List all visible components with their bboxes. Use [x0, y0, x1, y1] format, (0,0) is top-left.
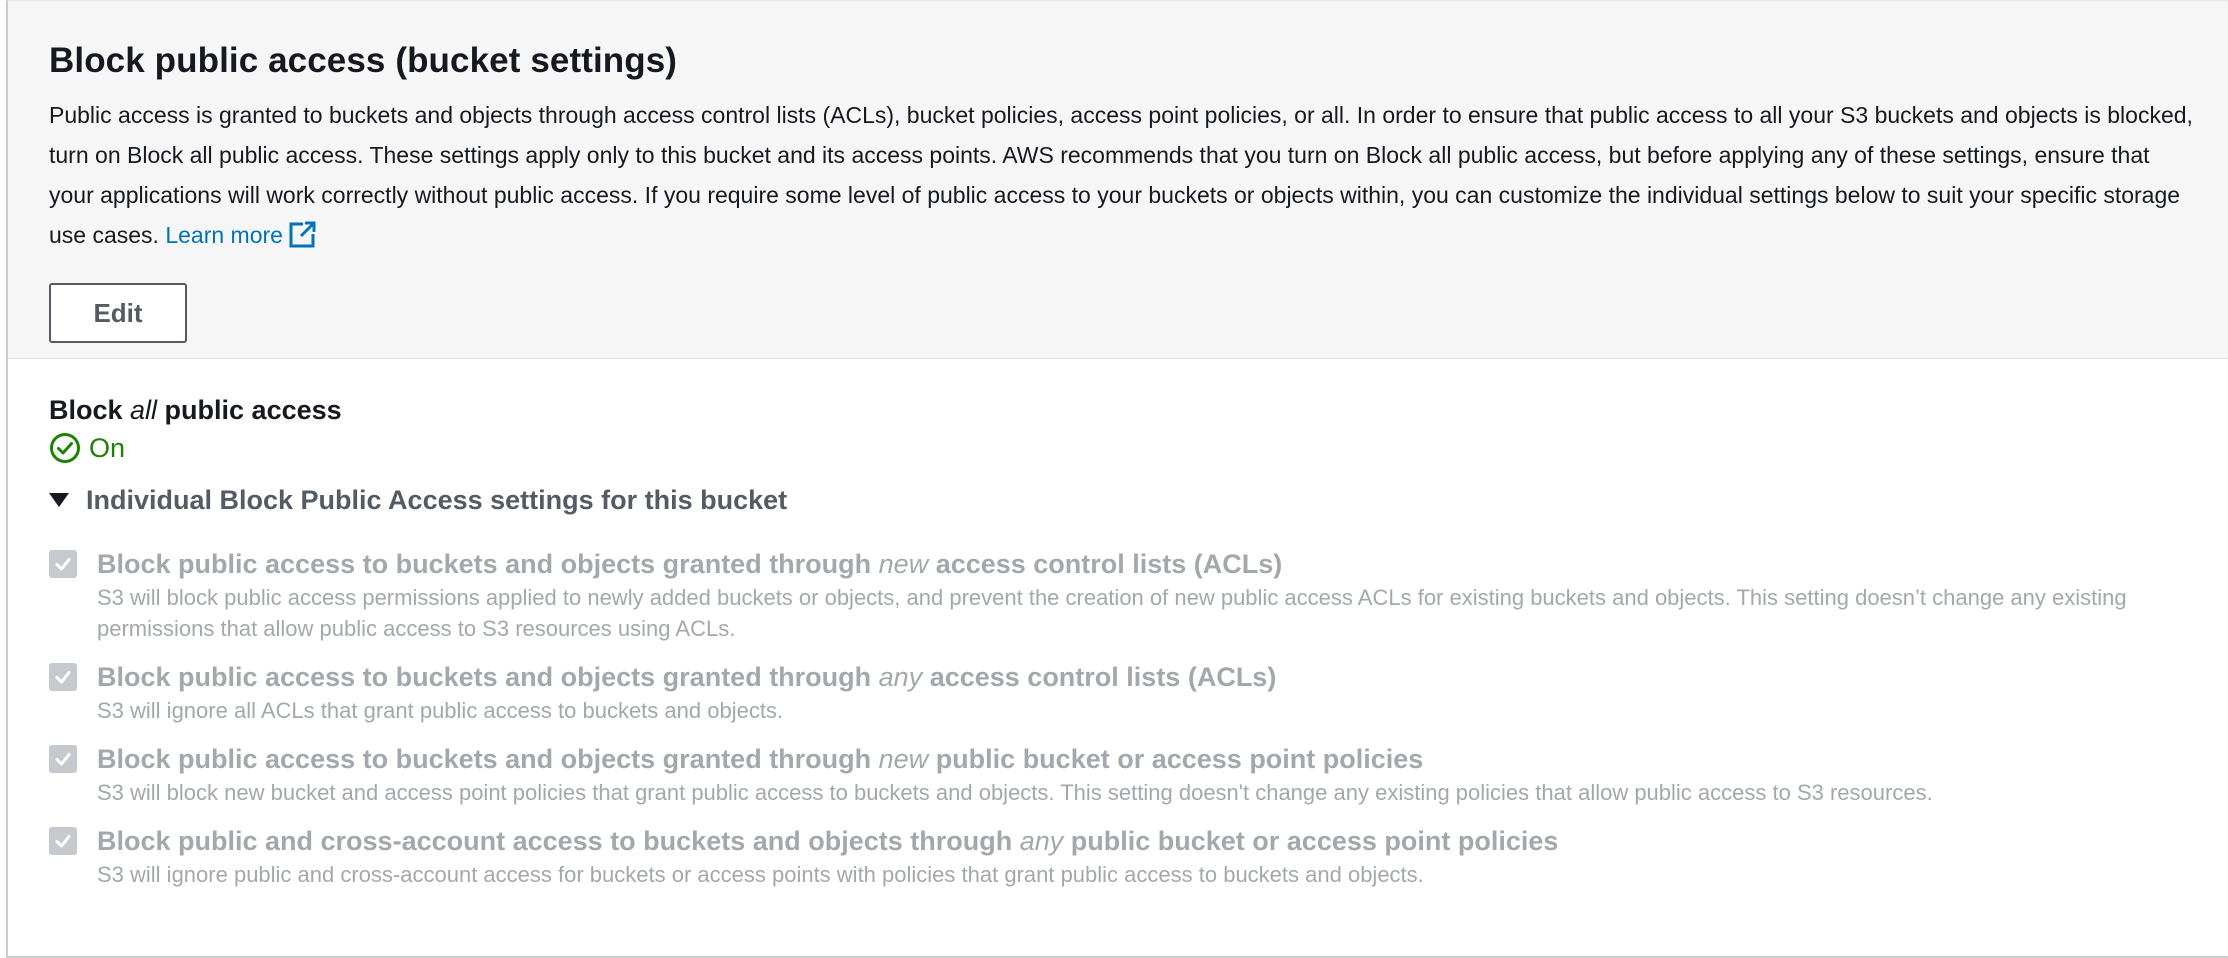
setting-text — [97, 742, 2177, 808]
panel-description — [49, 95, 2199, 255]
setting-text — [97, 824, 2177, 890]
setting-title-pre: Block public access to buckets and objects granted through — [97, 549, 879, 579]
setting-title-em: new — [878, 744, 929, 774]
setting-description: S3 will block public access permissions applied to newly added buckets or objects, and prevent the creation of new public access ACLs for existing buckets and objects. This setting doesn’t change any existing permissions that allow public access to S3 resources using ACLs. — [97, 585, 2127, 641]
block-all-label-post: public access — [157, 395, 342, 425]
check-icon — [53, 831, 73, 851]
setting-title — [97, 742, 2177, 776]
check-circle-icon — [49, 432, 81, 464]
setting-title-post: access control lists (ACLs) — [928, 549, 1283, 579]
setting-title — [97, 824, 2177, 858]
setting-description: S3 will ignore all ACLs that grant public access to buckets and objects. — [97, 698, 784, 723]
setting-description: S3 will ignore public and cross-account access for buckets or access points with policies that grant public access to buckets and objects. — [97, 862, 1424, 887]
individual-settings-expander[interactable] — [49, 483, 2228, 517]
check-icon — [53, 667, 73, 687]
setting-checkbox[interactable] — [49, 827, 77, 855]
setting-item — [49, 660, 2228, 726]
setting-title — [97, 547, 2177, 581]
description-text: Public access is granted to buckets and objects through access control lists (ACLs), bucket policies, access point policies, or all. In order to ensure that public access to all your S3 buckets and objects is blocked, turn on Block all public access. These settings apply only to this bucket and its access points. AWS recommends that you turn on Block all public access, but before applying any of these settings, ensure that your applications will work correctly without public access. If you require some level of public access to your buckets or objects within, you can customize the individual settings below to suit your specific storage use cases. — [49, 102, 2193, 248]
setting-item — [49, 742, 2228, 808]
caret-down-icon — [49, 493, 69, 507]
status-text: On — [89, 433, 126, 463]
learn-more-label: Learn more — [165, 222, 283, 248]
panel-body — [8, 359, 2228, 890]
setting-item — [49, 824, 2228, 890]
check-icon — [53, 554, 73, 574]
expander-label: Individual Block Public Access settings for this bucket — [86, 485, 788, 515]
panel-header — [8, 1, 2228, 359]
setting-title-post: public bucket or access point policies — [1063, 826, 1559, 856]
block-all-label — [49, 393, 2228, 427]
setting-title-pre: Block public access to buckets and objects granted through — [97, 662, 879, 692]
setting-title-em: any — [1019, 826, 1064, 856]
block-all-status — [49, 431, 2228, 465]
setting-title-em: new — [878, 549, 929, 579]
panel-title: Block public access (bucket settings) — [49, 41, 678, 80]
setting-item — [49, 547, 2228, 644]
learn-more-link[interactable] — [165, 222, 317, 248]
setting-title-pre: Block public access to buckets and objects granted through — [97, 744, 879, 774]
setting-title-pre: Block public and cross-account access to buckets and objects through — [97, 826, 1020, 856]
setting-checkbox[interactable] — [49, 745, 77, 773]
setting-checkbox[interactable] — [49, 663, 77, 691]
setting-text — [97, 660, 2177, 726]
setting-text — [97, 547, 2177, 644]
setting-title-post: access control lists (ACLs) — [922, 662, 1277, 692]
block-all-label-em: all — [130, 395, 158, 425]
setting-title — [97, 660, 2177, 694]
external-link-icon — [289, 220, 317, 248]
setting-description: S3 will block new bucket and access point policies that grant public access to buckets and objects. This setting doesn't change any existing policies that allow public access to S3 resources. — [97, 780, 1933, 805]
setting-title-post: public bucket or access point policies — [928, 744, 1424, 774]
check-icon — [53, 749, 73, 769]
setting-title-em: any — [878, 662, 923, 692]
edit-button[interactable]: Edit — [49, 283, 187, 343]
block-public-access-panel — [6, 0, 2228, 958]
setting-checkbox[interactable] — [49, 550, 77, 578]
settings-list — [49, 547, 2228, 890]
block-all-label-pre: Block — [49, 395, 131, 425]
